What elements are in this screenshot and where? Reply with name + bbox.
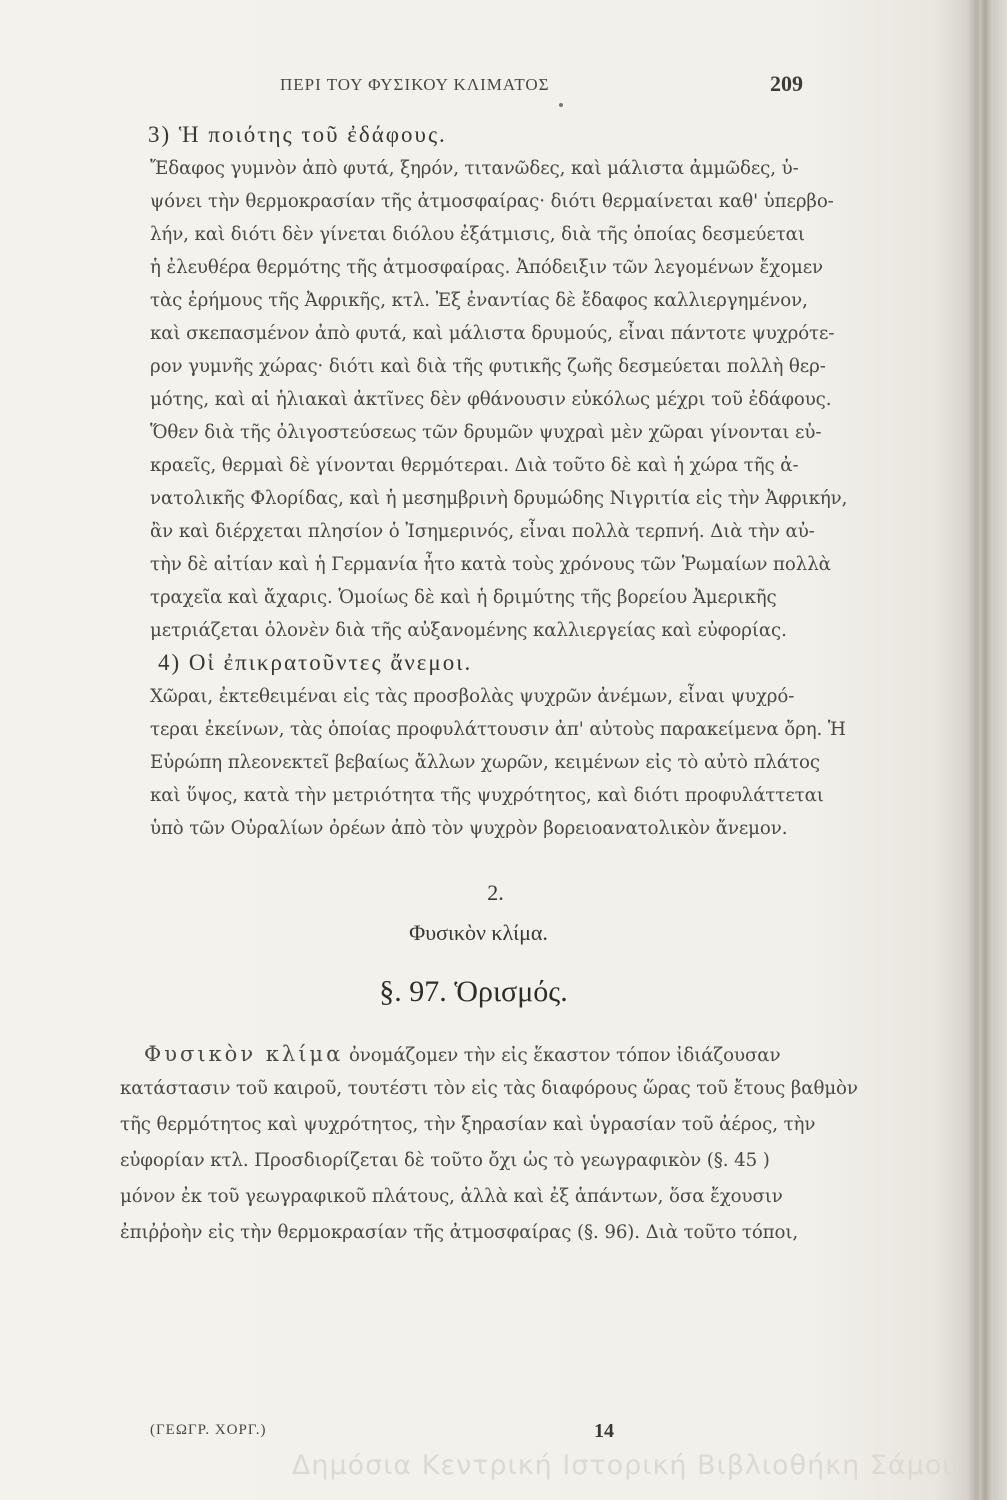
- definition-first-line: [144, 1042, 780, 1066]
- section-heading-4: 4) Οἱ ἐπικρατοῦντες ἄνεμοι.: [158, 650, 473, 675]
- subsection-title: [0, 920, 1007, 946]
- text-line: μότης, καὶ αἱ ἡλιακαὶ ἀκτῖνες δὲν φθάνουσιν εὐκόλως μέχρι τοῦ ἐδάφους.: [150, 389, 832, 410]
- text-line: Χῶραι, ἐκτεθειμέναι εἰς τὰς προσβολὰς ψυχρῶν ἀνέμων, εἶναι ψυχρό-: [150, 686, 795, 707]
- text-line: ὑπὸ τῶν Οὐραλίων ὀρέων ἀπὸ τὸν ψυχρὸν βορειοανατολικὸν ἄνεμον.: [150, 818, 788, 839]
- text-line: καὶ σκεπασμένον ἀπὸ φυτά, καὶ μάλιστα δρυμούς, εἶναι πάντοτε ψυχρότε-: [150, 323, 835, 344]
- running-head: [0, 71, 1007, 101]
- text-line: τραχεῖα καὶ ἄχαρις. Ὁμοίως δὲ καὶ ἡ δριμύτης τῆς βορείου Ἀμερικῆς: [150, 587, 777, 608]
- text-line: κραεῖς, θερμαὶ δὲ γίνονται θερμότεραι. Διὰ τοῦτο δὲ καὶ ἡ χώρα τῆς ἀ-: [150, 455, 799, 476]
- page-number: 209: [770, 71, 803, 96]
- text-line: ρον γυμνῆς χώρας· διότι καὶ διὰ τῆς φυτικῆς ζωῆς δεσμεύεται πολλὴ θερ-: [150, 356, 826, 377]
- text-line: ψόνει τὴν θερμοκρασίαν τῆς ἀτμοσφαίρας· διότι θερμαίνεται καθ' ὑπερβο-: [150, 191, 834, 212]
- text-line: Ὅθεν διὰ τῆς ὀλιγοστεύσεως τῶν δρυμῶν ψυχραὶ μὲν χῶραι γίνονται εὐ-: [150, 422, 822, 443]
- text-line: τὰς ἐρήμους τῆς Ἀφρικῆς, κτλ. Ἐξ ἐναντίας δὲ ἔδαφος καλλιεργημένον,: [150, 290, 808, 311]
- text-line: Εὐρώπη πλεονεκτεῖ βεβαίως ἄλλων χωρῶν, κειμένων εἰς τὸ αὐτὸ πλάτος: [150, 752, 820, 773]
- library-watermark: Δημόσια Κεντρική Ιστορική Βιβλιοθήκη Σάμου: [291, 1450, 959, 1481]
- text-line: λήν, καὶ διότι δὲν γίνεται διόλου ἐξάτμισις, διὰ τῆς ὁποίας δεσμεύεται: [150, 224, 805, 245]
- text-line: νατολικῆς Φλορίδας, καὶ ἡ μεσημβρινὴ δρυμώδης Νιγριτία εἰς τὴν Ἀφρικήν,: [150, 488, 848, 509]
- text-line: κατάστασιν τοῦ καιροῦ, τουτέστι τὸν εἰς τὰς διαφόρους ὥρας τοῦ ἔτους βαθμὸν: [120, 1078, 858, 1099]
- subsection-title-text: Φυσικὸν κλίμα.: [409, 920, 548, 945]
- text-line: τὴν δὲ αἰτίαν καὶ ἡ Γερμανία ἦτο κατὰ τοὺς χρόνους τῶν Ῥωμαίων πολλὰ: [150, 554, 831, 575]
- definition-first-line-rest: ὀνομάζομεν τὴν εἰς ἕκαστον τόπον ἰδιάζουσαν: [343, 1045, 781, 1066]
- signature-mark: (ΓΕΩΓΡ. ΧΟΡΓ.): [150, 1422, 267, 1438]
- subsection-number-text: 2.: [487, 880, 504, 905]
- text-line: ἡ ἐλευθέρα θερμότης τῆς ἀτμοσφαίρας. Ἀπόδειξιν τῶν λεγομένων ἔχομεν: [150, 257, 823, 278]
- running-title: ΠΕΡΙ ΤΟΥ ΦΥΣΙΚΟΥ ΚΛΙΜΑΤΟΣ: [280, 75, 550, 94]
- text-line: εὐφορίαν κτλ. Προσδιορίζεται δὲ τοῦτο ὄχι ὡς τὸ γεωγραφικὸν (§. 45 ): [120, 1150, 770, 1171]
- page-edge-shadow: [979, 0, 993, 1500]
- section-97-heading-text: §. 97. Ὁρισμός.: [379, 975, 568, 1008]
- text-line: τεραι ἐκείνων, τὰς ὁποίας προφυλάττουσιν ἀπ' αὐτοὺς παρακείμενα ὄρη. Ἡ: [150, 719, 846, 740]
- text-line: καὶ ὕψος, κατὰ τὴν μετριότητα τῆς ψυχρότητος, καὶ διότι προφυλάττεται: [150, 785, 824, 806]
- text-line: μετριάζεται ὁλονὲν διὰ τῆς αὐξανομένης καλλιεργείας καὶ εὐφορίας.: [150, 620, 787, 641]
- text-line: μόνον ἐκ τοῦ γεωγραφικοῦ πλάτους, ἀλλὰ καὶ ἐξ ἁπάντων, ὅσα ἔχουσιν: [120, 1186, 783, 1207]
- signature-number: 14: [594, 1420, 614, 1442]
- subsection-number: [0, 880, 1007, 906]
- section-heading-3: 3) Ἡ ποιότης τοῦ ἐδάφους.: [148, 122, 447, 147]
- text-line: ἐπιῤῥοὴν εἰς τὴν θερμοκρασίαν τῆς ἀτμοσφαίρας (§. 96). Διὰ τοῦτο τόποι,: [120, 1222, 799, 1243]
- definition-lead: Φυσικὸν κλίμα: [144, 1042, 344, 1066]
- text-line: ἂν καὶ διέρχεται πλησίον ὁ Ἰσημερινός, εἶναι πολλὰ τερπνή. Διὰ τὴν αὐ-: [150, 521, 815, 542]
- ink-dot: [559, 103, 563, 107]
- text-line: Ἔδαφος γυμνὸν ἀπὸ φυτά, ξηρόν, τιτανῶδες, καὶ μάλιστα ἀμμῶδες, ὑ-: [150, 158, 799, 179]
- section-97-heading: [0, 975, 1007, 1009]
- text-line: τῆς θερμότητος καὶ ψυχρότητος, τὴν ξηρασίαν καὶ ὑγρασίαν τοῦ ἀέρος, τὴν: [120, 1114, 816, 1135]
